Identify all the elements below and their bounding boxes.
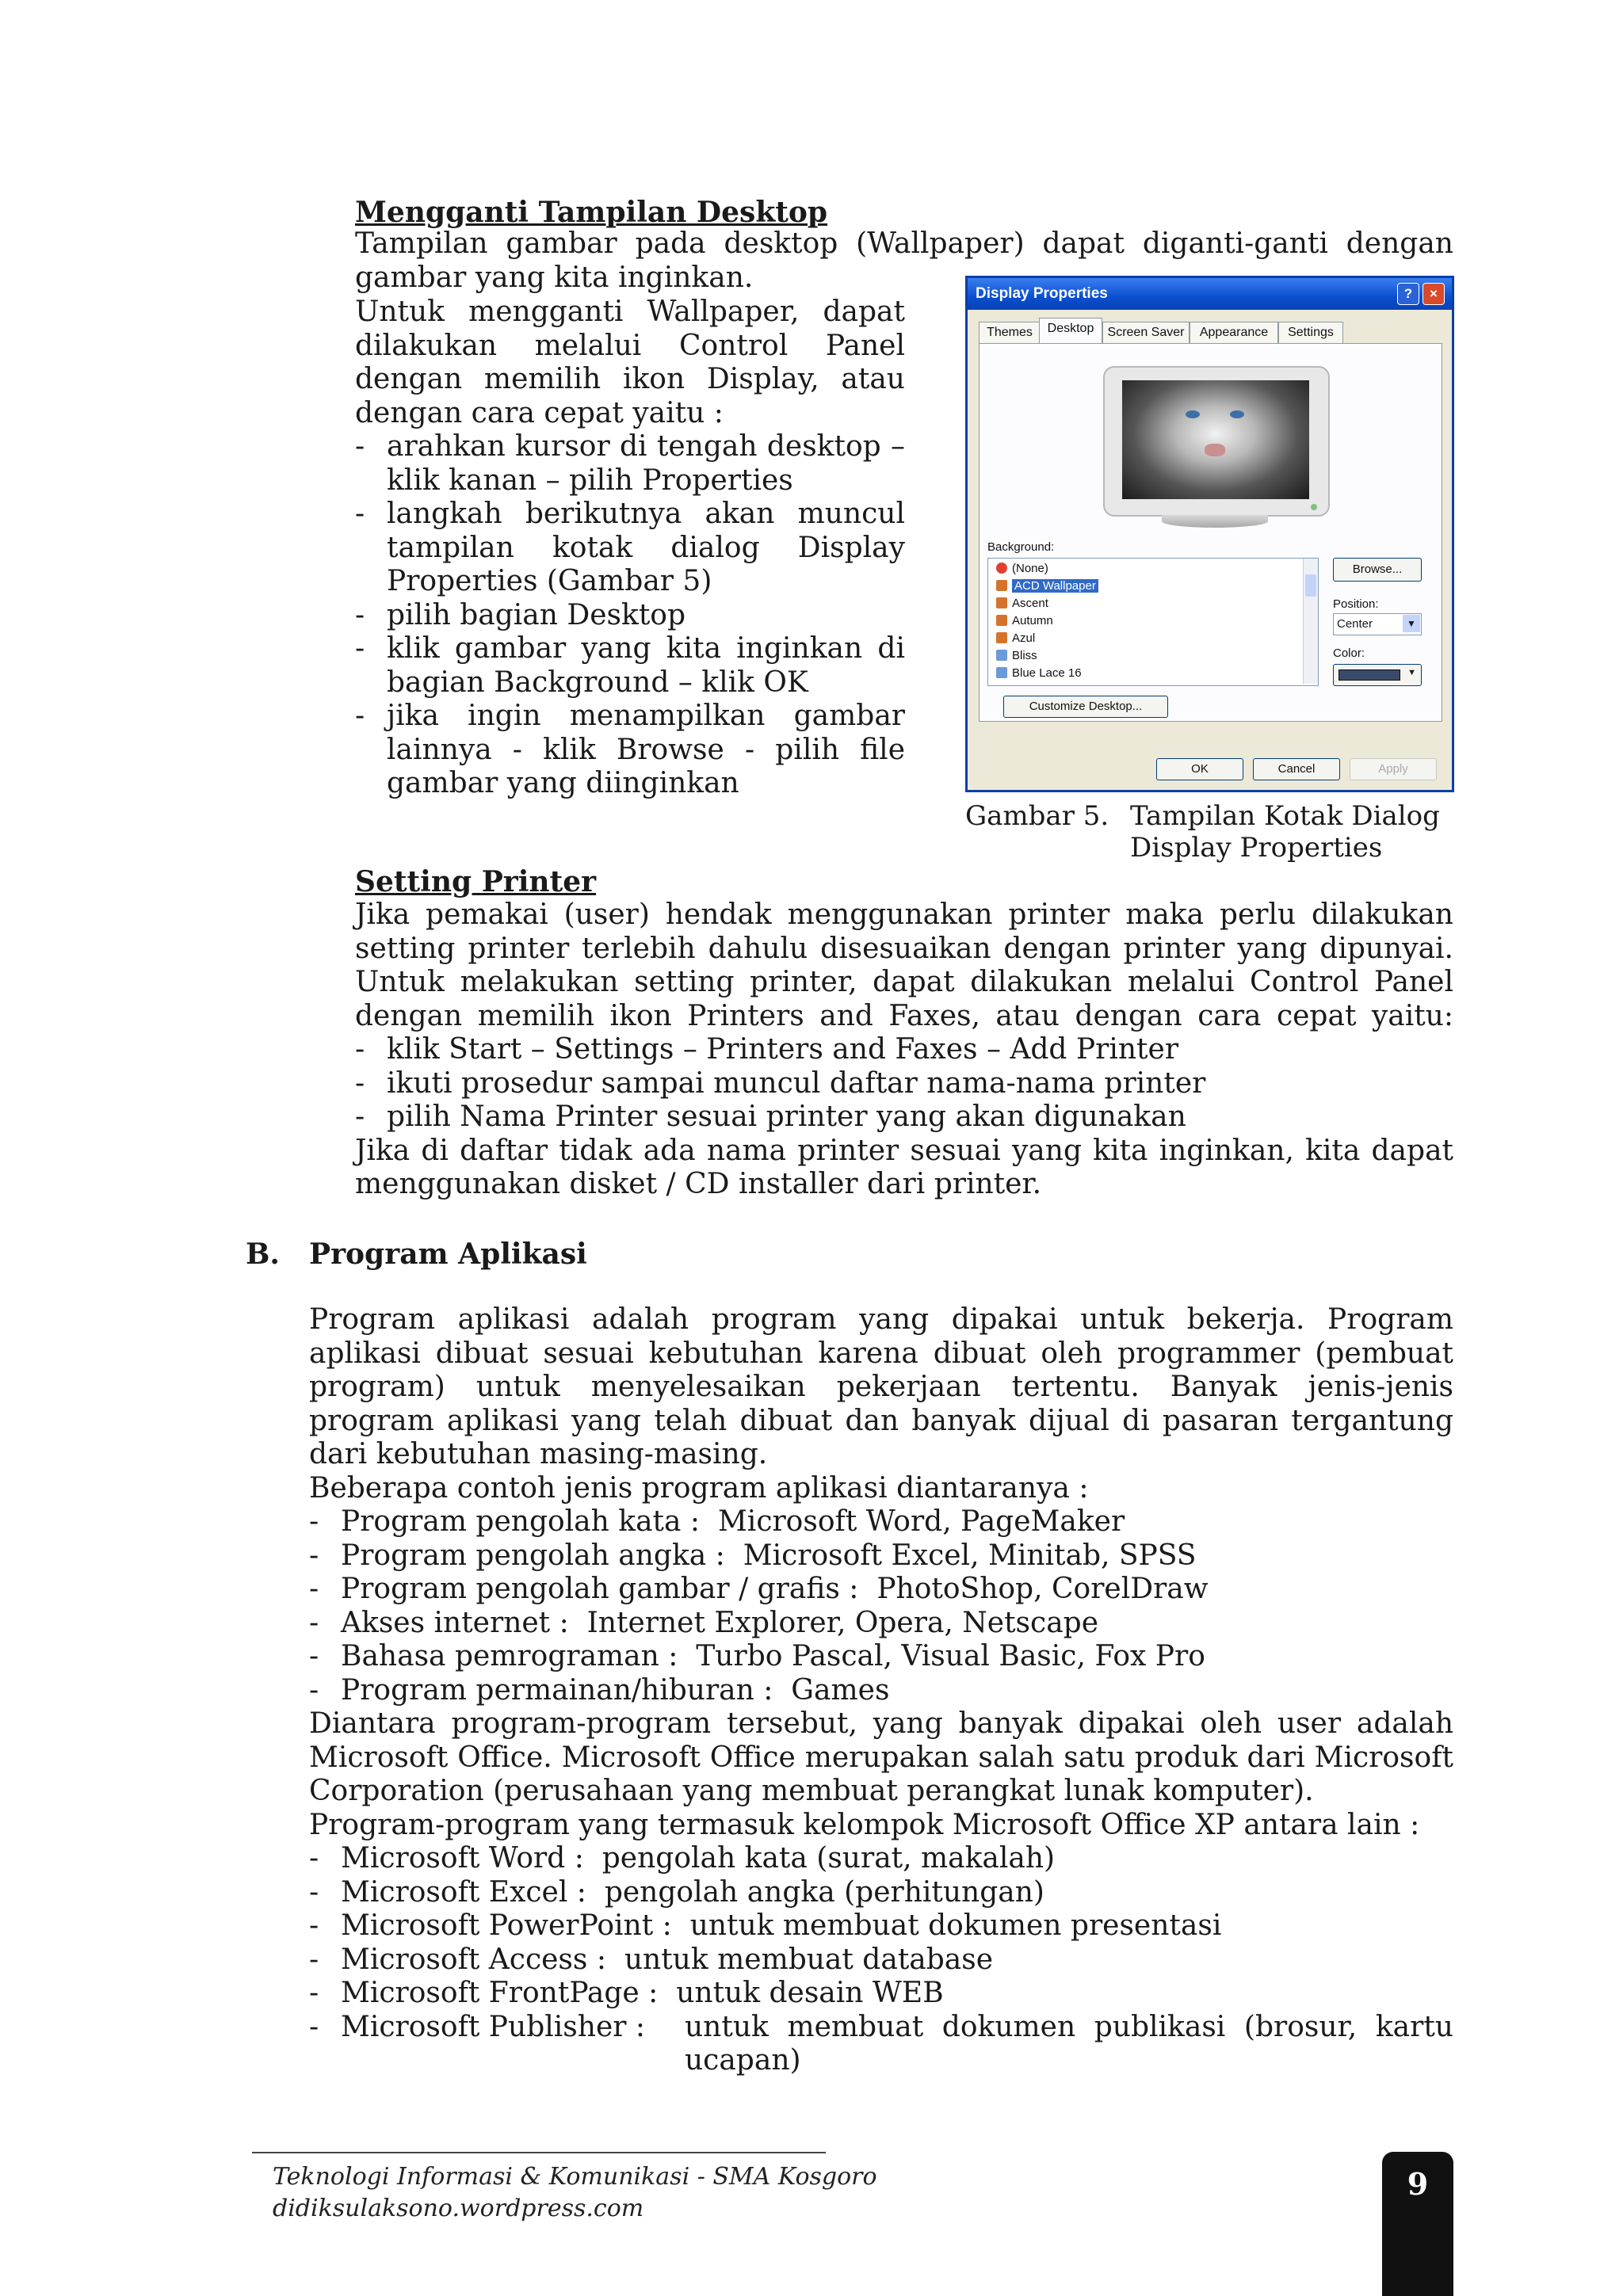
- list-item: [309, 1909, 1453, 1943]
- scrollbar-thumb[interactable]: [1305, 574, 1316, 597]
- tab-desktop[interactable]: Desktop: [1039, 318, 1102, 344]
- background-listbox[interactable]: [987, 558, 1319, 686]
- text-line: Jika di daftar tidak ada nama printer sesuai yang kita inginkan, kita dapat: [355, 1134, 1453, 1167]
- monitor-preview: [1103, 366, 1330, 517]
- list-item[interactable]: [996, 612, 1053, 630]
- text-line: dengan memilih ikon Printers and Faxes, atau dengan cara cepat yaitu:: [355, 999, 1453, 1032]
- color-picker-button[interactable]: [1333, 664, 1422, 686]
- caption-text: Tampilan Kotak Dialog: [1130, 800, 1440, 832]
- list-item-label: Blue Lace 16: [1012, 666, 1082, 680]
- ok-button[interactable]: OK: [1156, 758, 1243, 780]
- cancel-button[interactable]: Cancel: [1253, 758, 1340, 780]
- item-value: Microsoft Excel, Minitab, SPSS: [743, 1539, 1197, 1572]
- text-line: lainnya - klik Browse - pilih file: [387, 733, 905, 766]
- printer-section: [355, 898, 1453, 1202]
- list-item[interactable]: [996, 595, 1048, 612]
- browse-button[interactable]: Browse...: [1333, 558, 1422, 582]
- desktop-instructions: [355, 296, 905, 801]
- item-label: - Microsoft Word :: [341, 1842, 584, 1875]
- text-line: Program-program yang termasuk kelompok Microsoft Office XP antara lain :: [309, 1808, 1420, 1841]
- text-line: Diantara program-program tersebut, yang banyak dipakai oleh user adalah: [309, 1707, 1453, 1740]
- apply-button[interactable]: Apply: [1350, 758, 1437, 780]
- dialog-title-bar: [968, 278, 1452, 310]
- text-line: - klik gambar yang kita inginkan di: [387, 632, 905, 665]
- item-label: - Microsoft Excel :: [341, 1875, 586, 1909]
- help-button[interactable]: ?: [1397, 283, 1419, 305]
- display-properties-dialog: [965, 276, 1454, 792]
- text-line: dilakukan melalui Control Panel: [355, 329, 905, 362]
- close-button[interactable]: ×: [1423, 283, 1445, 305]
- text-line: - jika ingin menampilkan gambar: [387, 700, 905, 732]
- list-item: [309, 1977, 1453, 2011]
- item-label: - Microsoft Publisher :: [341, 2010, 646, 2043]
- item-label: - Program permainan/hiburan :: [341, 1673, 773, 1707]
- text-line: tampilan kotak dialog Display: [387, 531, 905, 564]
- item-value: PhotoShop, CorelDraw: [876, 1573, 1209, 1605]
- figure-caption: [965, 800, 1440, 864]
- item-value: pengolah kata (surat, makalah): [601, 1842, 1056, 1875]
- position-label: Position:: [1333, 597, 1379, 611]
- text-line: klik kanan – pilih Properties: [387, 463, 793, 497]
- color-swatch: [1338, 669, 1400, 681]
- tab-themes[interactable]: Themes: [979, 322, 1041, 343]
- eye-icon: [1230, 410, 1244, 418]
- list-item: [309, 1573, 1453, 1607]
- text-line: dengan cara cepat yaitu :: [355, 396, 724, 429]
- chevron-down-icon: ▼: [1407, 668, 1416, 677]
- list-item-label: Azul: [1012, 631, 1036, 645]
- position-value: Center: [1337, 617, 1373, 631]
- text-line: gambar yang diinginkan: [387, 767, 739, 799]
- text-line: - arahkan kursor di tengah desktop –: [387, 430, 905, 463]
- text-line: Untuk mengganti Wallpaper, dapat: [355, 296, 905, 328]
- list-item: [309, 1640, 1453, 1674]
- text-line: program) untuk menyelesaikan pekerjaan tertentu. Banyak jenis-jenis: [309, 1371, 1453, 1403]
- text-line: dari kebutuhan masing-masing.: [309, 1438, 768, 1470]
- list-item-selected[interactable]: [996, 578, 1098, 595]
- footer-title: Teknologi Informasi & Komunikasi - SMA Kosgoro: [273, 2163, 877, 2191]
- text-line: Program aplikasi adalah program yang dipakai untuk bekerja. Program: [309, 1303, 1453, 1336]
- item-label: - Program pengolah kata :: [341, 1505, 701, 1538]
- caption-text: Display Properties: [1130, 832, 1383, 864]
- item-value: untuk membuat database: [624, 1943, 994, 1976]
- list-item: [355, 498, 905, 599]
- nose-icon: [1205, 444, 1225, 456]
- list-item[interactable]: [996, 665, 1082, 682]
- list-item-label: (None): [1012, 562, 1048, 575]
- list-item-label: Ascent: [1012, 597, 1048, 610]
- monitor-stand: [1162, 515, 1268, 528]
- footer-url: didiksulaksono.wordpress.com: [273, 2195, 644, 2222]
- customize-desktop-button[interactable]: Customize Desktop...: [1003, 696, 1168, 718]
- listbox-scrollbar[interactable]: [1303, 559, 1318, 684]
- tiger-wallpaper-image: [1122, 380, 1309, 499]
- text-line: Corporation (perusahaan yang membuat perangkat lunak komputer).: [309, 1775, 1314, 1807]
- list-item: [309, 1505, 1453, 1539]
- tab-screen-saver[interactable]: Screen Saver: [1102, 322, 1190, 343]
- item-value: untuk desain WEB: [676, 1977, 944, 2009]
- text-line: - langkah berikutnya akan muncul: [387, 498, 905, 530]
- list-item: [309, 1842, 1453, 1876]
- eye-icon: [1186, 410, 1200, 418]
- item-value: Turbo Pascal, Visual Basic, Fox Pro: [696, 1640, 1205, 1672]
- list-item[interactable]: [996, 647, 1037, 665]
- list-item: - klik Start – Settings – Printers and Faxes – Add Printer: [355, 1033, 1453, 1067]
- caption-label: Gambar 5.: [965, 800, 1109, 832]
- page-tab: [1382, 2152, 1453, 2296]
- dialog-title: Display Properties: [976, 285, 1108, 302]
- position-select[interactable]: [1333, 613, 1422, 635]
- text-line: Untuk melakukan setting printer, dapat dilakukan melalui Control Panel: [355, 966, 1453, 998]
- list-item: [309, 1607, 1453, 1641]
- item-value: Internet Explorer, Opera, Netscape: [586, 1606, 1099, 1639]
- item-value: untuk membuat dokumen presentasi: [689, 1909, 1222, 1942]
- text-line: Beberapa contoh jenis program aplikasi diantaranya :: [309, 1471, 1089, 1505]
- intro-line: gambar yang kita inginkan.: [355, 261, 754, 294]
- text-line: Jika pemakai (user) hendak menggunakan printer maka perlu dilakukan: [355, 898, 1453, 931]
- color-label: Color:: [1333, 646, 1365, 660]
- item-value: Microsoft Word, PageMaker: [717, 1505, 1125, 1538]
- text-line: - pilih bagian Desktop: [387, 598, 686, 631]
- item-label: - Microsoft Access :: [341, 1943, 606, 1976]
- list-item: - pilih Nama Printer sesuai printer yang akan digunakan: [355, 1100, 1453, 1135]
- list-item: - ikuti prosedur sampai muncul daftar nama-nama printer: [355, 1067, 1453, 1101]
- item-label: - Microsoft FrontPage :: [341, 1977, 659, 2009]
- item-value: ucapan): [685, 2044, 801, 2077]
- item-value: Games: [791, 1673, 890, 1707]
- text-line: dengan memilih ikon Display, atau: [355, 363, 905, 395]
- tab-settings[interactable]: Settings: [1278, 322, 1343, 343]
- page-number: 9: [1407, 2166, 1429, 2202]
- text-line: program aplikasi yang telah dibuat dan banyak dijual di pasaran tergantung: [309, 1404, 1453, 1437]
- item-value: pengolah angka (perhitungan): [604, 1875, 1044, 1909]
- footer-rule: [252, 2152, 826, 2153]
- text-line: aplikasi dibuat sesuai kebutuhan karena dibuat oleh programmer (pembuat: [309, 1337, 1453, 1370]
- list-item[interactable]: [996, 630, 1035, 647]
- item-label: - Program pengolah angka :: [341, 1539, 725, 1572]
- text-line: Microsoft Office. Microsoft Office merupakan salah satu produk dari Microsoft: [309, 1741, 1453, 1774]
- background-label: Background:: [987, 540, 1055, 554]
- list-item: [355, 599, 905, 633]
- intro-line: Tampilan gambar pada desktop (Wallpaper) dapat diganti-ganti dengan: [355, 227, 1453, 260]
- item-label: - Bahasa pemrograman :: [341, 1640, 678, 1672]
- item-value: untuk membuat dokumen publikasi (brosur, kartu: [685, 2010, 1453, 2043]
- text-line: menggunakan disket / CD installer dari printer.: [355, 1168, 1042, 1200]
- list-item[interactable]: [996, 560, 1048, 578]
- list-item: [309, 1539, 1453, 1573]
- list-item-label: ACD Wallpaper: [1012, 579, 1098, 593]
- section-heading-printer: Setting Printer: [355, 865, 597, 898]
- list-item: [309, 1876, 1453, 1910]
- tab-appearance[interactable]: Appearance: [1190, 322, 1278, 343]
- section-heading-desktop: Mengganti Tampilan Desktop: [355, 196, 828, 229]
- list-item-label: Bliss: [1012, 649, 1037, 662]
- text-line: Properties (Gambar 5): [387, 565, 712, 597]
- list-item-label: Autumn: [1012, 614, 1053, 627]
- list-item: [309, 1943, 1453, 1978]
- item-label: - Akses internet :: [341, 1606, 569, 1639]
- text-line: setting printer terlebih dahulu disesuaikan dengan printer yang dipunyai.: [355, 932, 1453, 965]
- list-item: [355, 632, 905, 700]
- list-item: [309, 1674, 1453, 1708]
- desktop-tab-panel: [979, 343, 1442, 722]
- program-section: [309, 1303, 1453, 2078]
- text-line: bagian Background – klik OK: [387, 666, 808, 699]
- list-item: [309, 2011, 1453, 2078]
- item-label: - Microsoft PowerPoint :: [341, 1909, 672, 1942]
- list-item: [355, 430, 905, 498]
- section-heading-program: Program Aplikasi: [309, 1238, 587, 1271]
- section-letter: B.: [246, 1238, 280, 1271]
- list-item: [355, 700, 905, 801]
- power-led-icon: [1311, 504, 1317, 510]
- chevron-down-icon[interactable]: ▼: [1403, 615, 1420, 632]
- item-label: - Program pengolah gambar / grafis :: [341, 1573, 859, 1605]
